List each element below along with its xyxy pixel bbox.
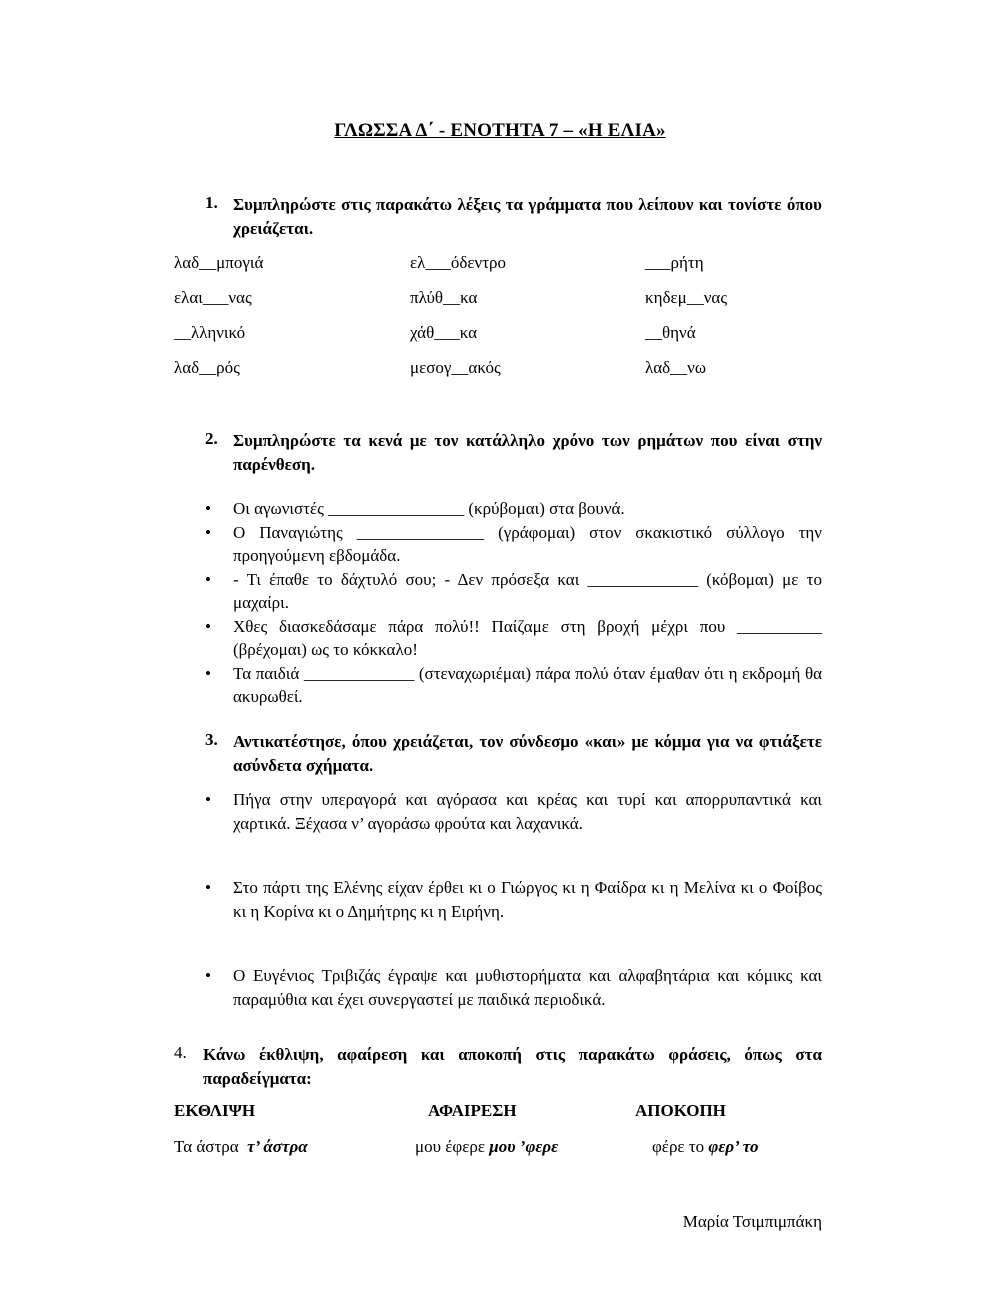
author-signature: Μαρία Τσιμπιμπάκη	[682, 1212, 822, 1231]
word-blank: πλύθ__κα	[410, 288, 478, 307]
word-blank: μεσογ__ακός	[410, 358, 501, 377]
word-blank: λαδ__ρός	[174, 358, 240, 377]
example-ekthlipsi: Τα άστρα τ’ άστρα	[174, 1137, 308, 1156]
list-item: • Οι αγωνιστές ________________ (κρύβομαι) στα βουνά.	[205, 497, 822, 521]
question-number: 2.	[205, 429, 218, 448]
list-item: • Τα παιδιά _____________ (στεναχωριέμαι) πάρα πολύ όταν έμαθαν ότι η εκδρομή θα ακυρωθεί.	[205, 663, 822, 706]
list-item: • Ο Παναγιώτης _______________ (γράφομαι) στον σκακιστικό σύλλογο την προηγούμενη εβδομάδα.	[205, 522, 822, 565]
question-text: Συμπληρώστε τα κενά με τον κατάλληλο χρόνο των ρημάτων που είναι στην παρένθεση.	[233, 431, 822, 474]
word-blank: __λληνικό	[174, 323, 246, 342]
question-number: 1.	[205, 193, 218, 212]
page-title: ΓΛΩΣΣΑ Δ΄ - ΕΝΟΤΗΤΑ 7 – «Η ΕΛΙΑ»	[334, 120, 666, 141]
example-afairesi: μου έφερε μου ’φερε	[415, 1137, 559, 1156]
word-blank: λαδ__μπογιά	[174, 253, 264, 272]
question-number: 4.	[174, 1043, 187, 1062]
question-text: Αντικατέστησε, όπου χρειάζεται, τον σύνδεσμο «και» με κόμμα για να φτιάξετε ασύνδετα σχήματα.	[233, 732, 822, 775]
bullet-icon: •	[205, 499, 211, 518]
list-item: • Στο πάρτι της Ελένης είχαν έρθει κι ο Γιώργος κι η Φαίδρα κι η Μελίνα κι ο Φοίβος κι η Κορίνα κι ο Δημήτρης κι η Ειρήνη.	[205, 878, 822, 921]
word-blank: κηδεμ__νας	[645, 288, 728, 307]
bullet-icon: •	[205, 878, 211, 897]
question-text: Συμπληρώστε στις παρακάτω λέξεις τα γράμματα που λείπουν και τονίστε όπου χρειάζεται.	[233, 195, 822, 238]
question-number: 3.	[205, 730, 218, 749]
question-text: Κάνω έκθλιψη, αφαίρεση και αποκοπή στις παρακάτω φράσεις, όπως στα παραδείγματα:	[203, 1045, 822, 1088]
column-header: ΑΦΑΙΡΕΣΗ	[428, 1101, 517, 1120]
list-item: • Χθες διασκεδάσαμε πάρα πολύ!! Παίζαμε στη βροχή μέχρι που __________ (βρέχομαι) ως το κόκκαλο!	[205, 616, 822, 659]
word-blank: ___ρήτη	[645, 253, 704, 272]
word-blank: __θηνά	[645, 323, 696, 342]
column-header: ΑΠΟΚΟΠΗ	[635, 1101, 726, 1120]
bullet-icon: •	[205, 522, 211, 542]
bullet-list	[205, 497, 822, 709]
word-blank: χάθ___κα	[410, 323, 478, 342]
bullet-icon: •	[205, 966, 211, 985]
example-apokopi: φέρε το φερ’ το	[652, 1137, 759, 1156]
list-item: • Ο Ευγένιος Τριβιζάς έγραψε και μυθιστορήματα και αλφαβητάρια και κόμικς και παραμύθια και έχει συνεργαστεί με παιδικά περιοδικά.	[205, 966, 822, 1009]
word-blank: ελαι___νας	[174, 288, 252, 307]
list-item: • Πήγα στην υπεραγορά και αγόρασα και κρέας και τυρί και απορρυπαντικά και χαρτικά. Ξέχασα ν’ αγοράσω φρούτα και λαχανικά.	[205, 790, 822, 833]
bullet-icon: •	[205, 569, 211, 589]
word-blank: λαδ__νω	[645, 358, 707, 377]
bullet-icon: •	[205, 663, 211, 683]
bullet-icon: •	[205, 616, 211, 636]
column-header: ΕΚΘΛΙΨΗ	[174, 1101, 256, 1120]
bullet-icon: •	[205, 790, 211, 809]
list-item: • - Τι έπαθε το δάχτυλό σου; - Δεν πρόσεξα και _____________ (κόβομαι) με το μαχαίρι.	[205, 569, 822, 612]
word-blank: ελ___όδεντρο	[410, 253, 507, 272]
